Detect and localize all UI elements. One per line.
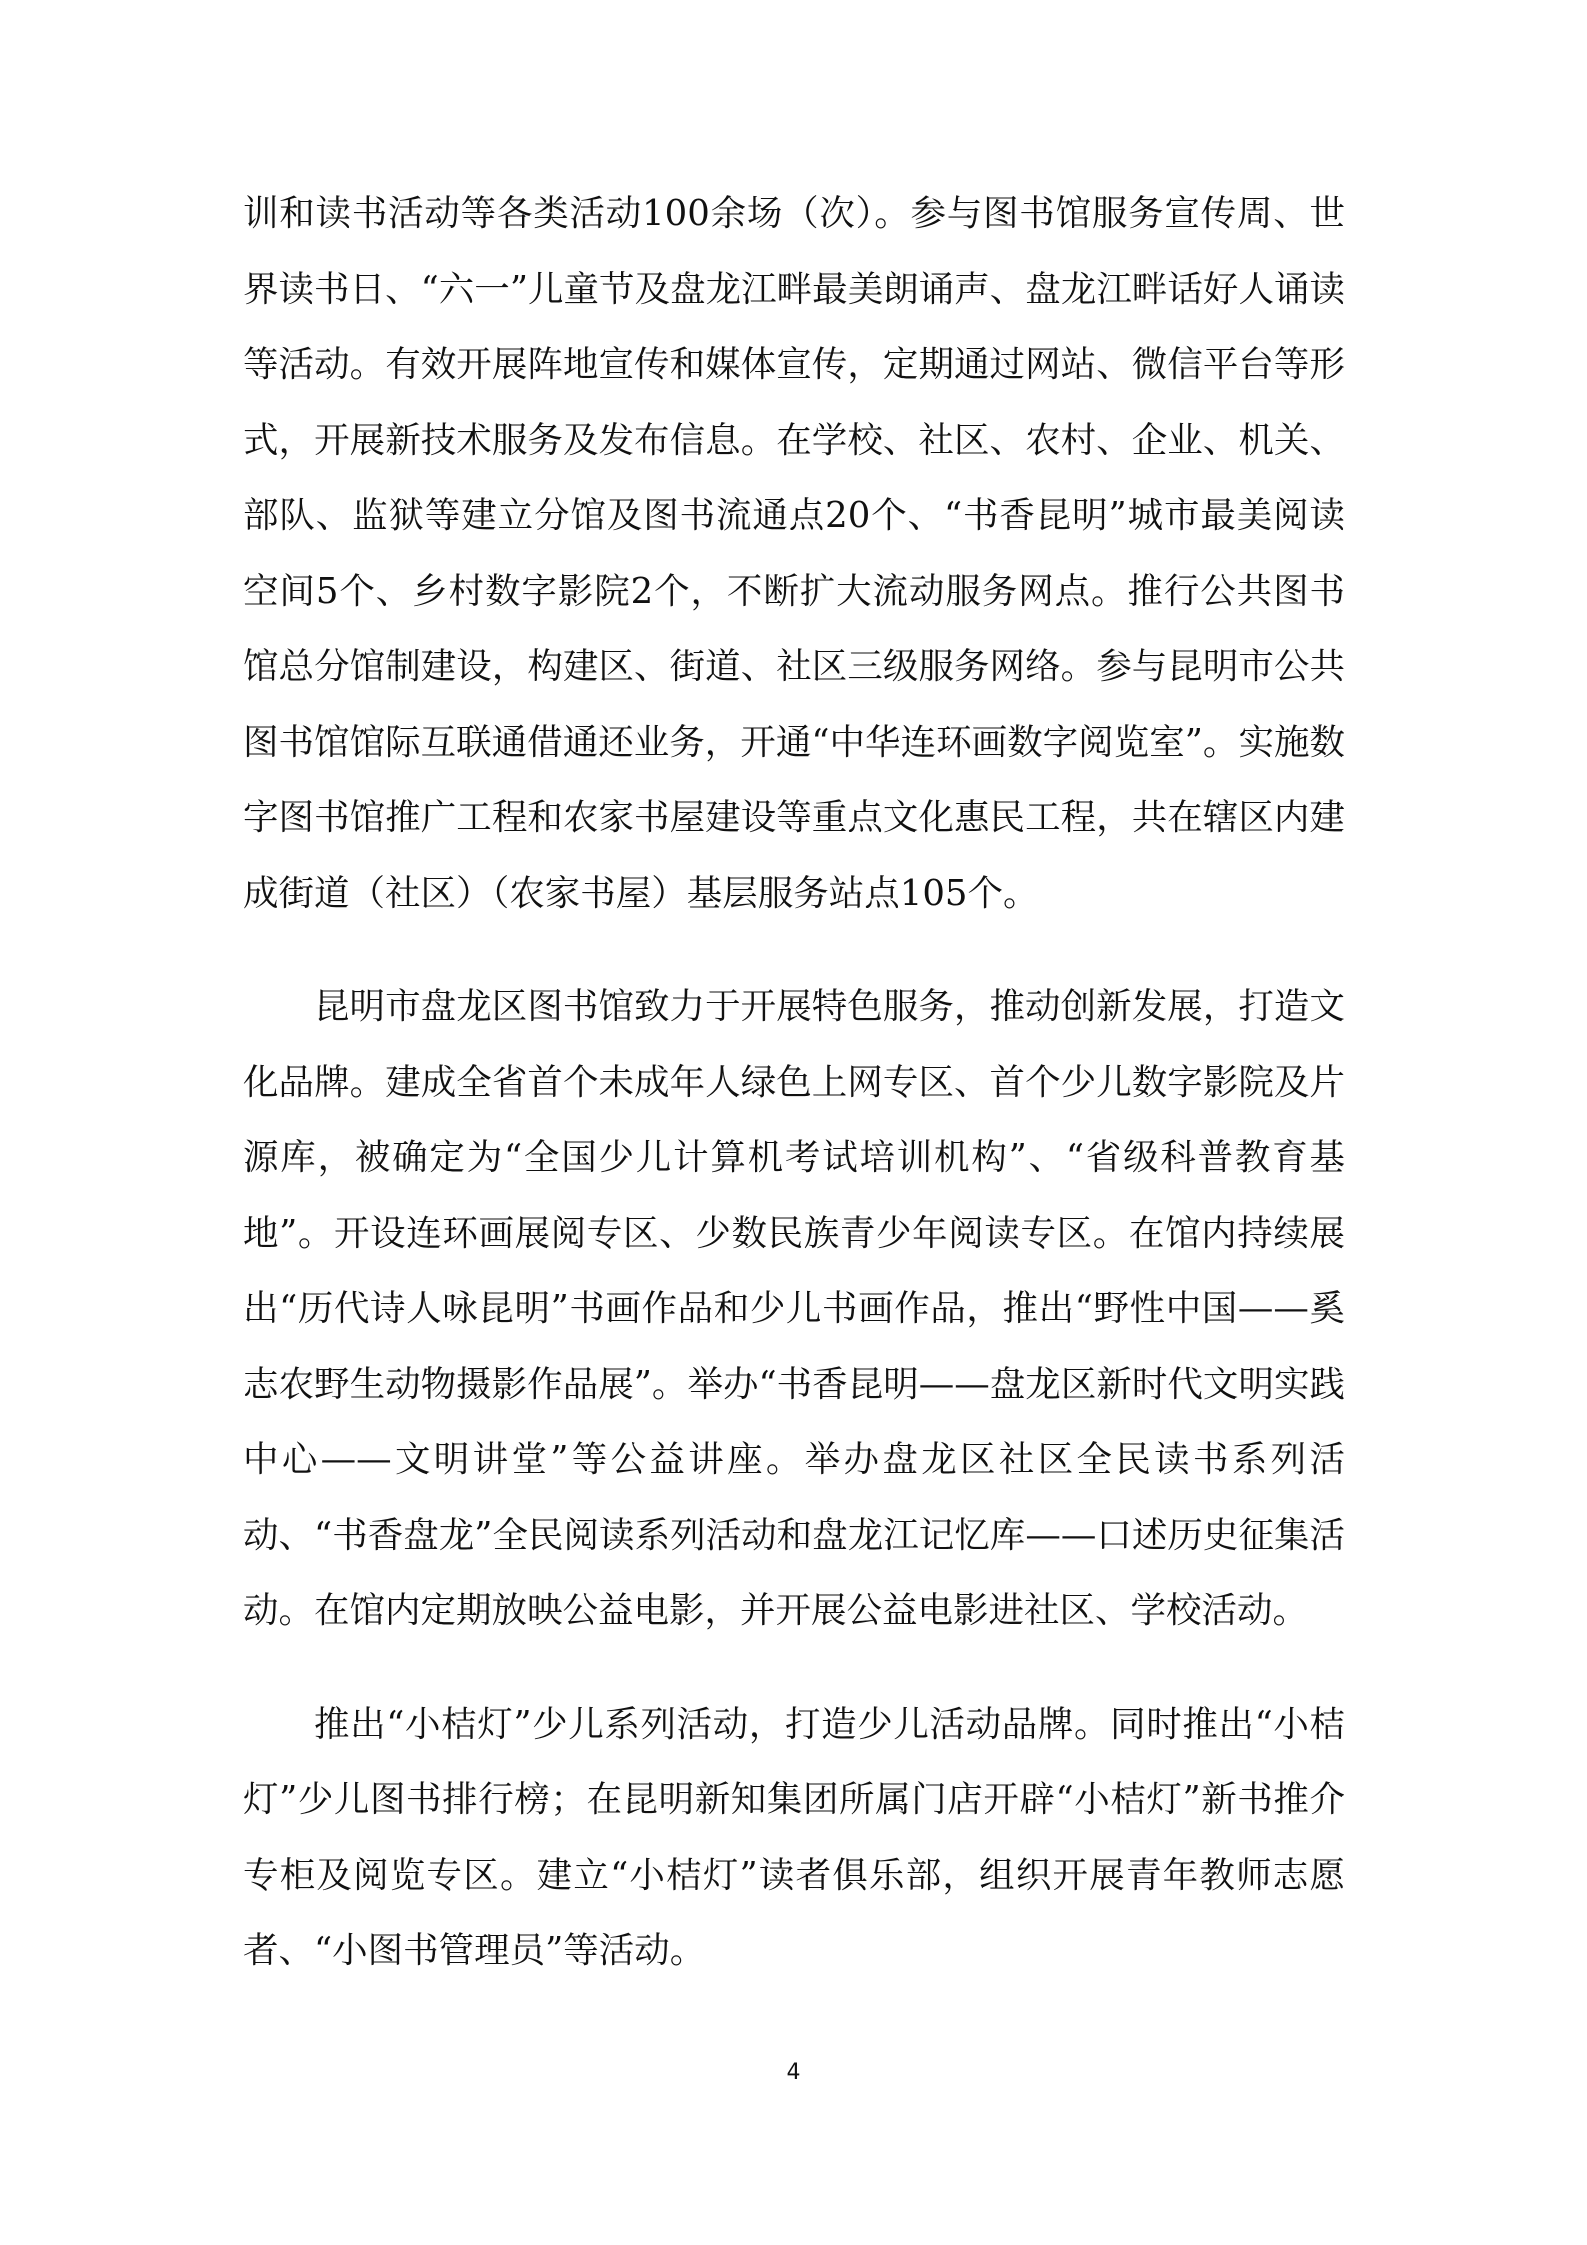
paragraph-3: 推出“小桔灯”少儿系列活动，打造少儿活动品牌。同时推出“小桔灯”少儿图书排行榜；在昆明新知集团所属门店开辟“小桔灯”新书推介专柜及阅览专区。建立“小桔灯”读者俱乐部，组织开展青年教师志愿者、“小图书管理员”等活动。 (243, 1703, 1345, 1971)
page-number: 4 (786, 2060, 801, 2085)
paragraph-1: 训和读书活动等各类活动100余场（次）。参与图书馆服务宣传周、世界读书日、“六一”儿童节及盘龙江畔最美朗诵声、盘龙江畔话好人诵读等活动。有效开展阵地宣传和媒体宣传，定期通过网站、微信平台等形式，开展新技术服务及发布信息。在学校、社区、农村、企业、机关、部队、监狱等建立分馆及图书流通点20个、“书香昆明”城市最美阅读空间5个、乡村数字影院2个，不断扩大流动服务网点。推行公共图书馆总分馆制建设，构建区、街道、社区三级服务网络。参与昆明市公共图书馆馆际互联通借通还业务，开通“中华连环画数字阅览室”。实施数字图书馆推广工程和农家书屋建设等重点文化惠民工程，共在辖区内建成街道（社区）（农家书屋）基层服务站点105个。 (243, 193, 1345, 914)
document-body (243, 176, 1345, 1989)
paragraph-2: 昆明市盘龙区图书馆致力于开展特色服务，推动创新发展，打造文化品牌。建成全省首个未成年人绿色上网专区、首个少儿数字影院及片源库，被确定为“全国少儿计算机考试培训机构”、“省级科普教育基地”。开设连环画展阅专区、少数民族青少年阅读专区。在馆内持续展出“历代诗人咏昆明”书画作品和少儿书画作品，推出“野性中国——奚志农野生动物摄影作品展”。举办“书香昆明——盘龙区新时代文明实践中心——文明讲堂”等公益讲座。举办盘龙区社区全民读书系列活动、“书香盘龙”全民阅读系列活动和盘龙江记忆库——口述历史征集活动。在馆内定期放映公益电影，并开展公益电影进社区、学校活动。 (243, 986, 1345, 1631)
